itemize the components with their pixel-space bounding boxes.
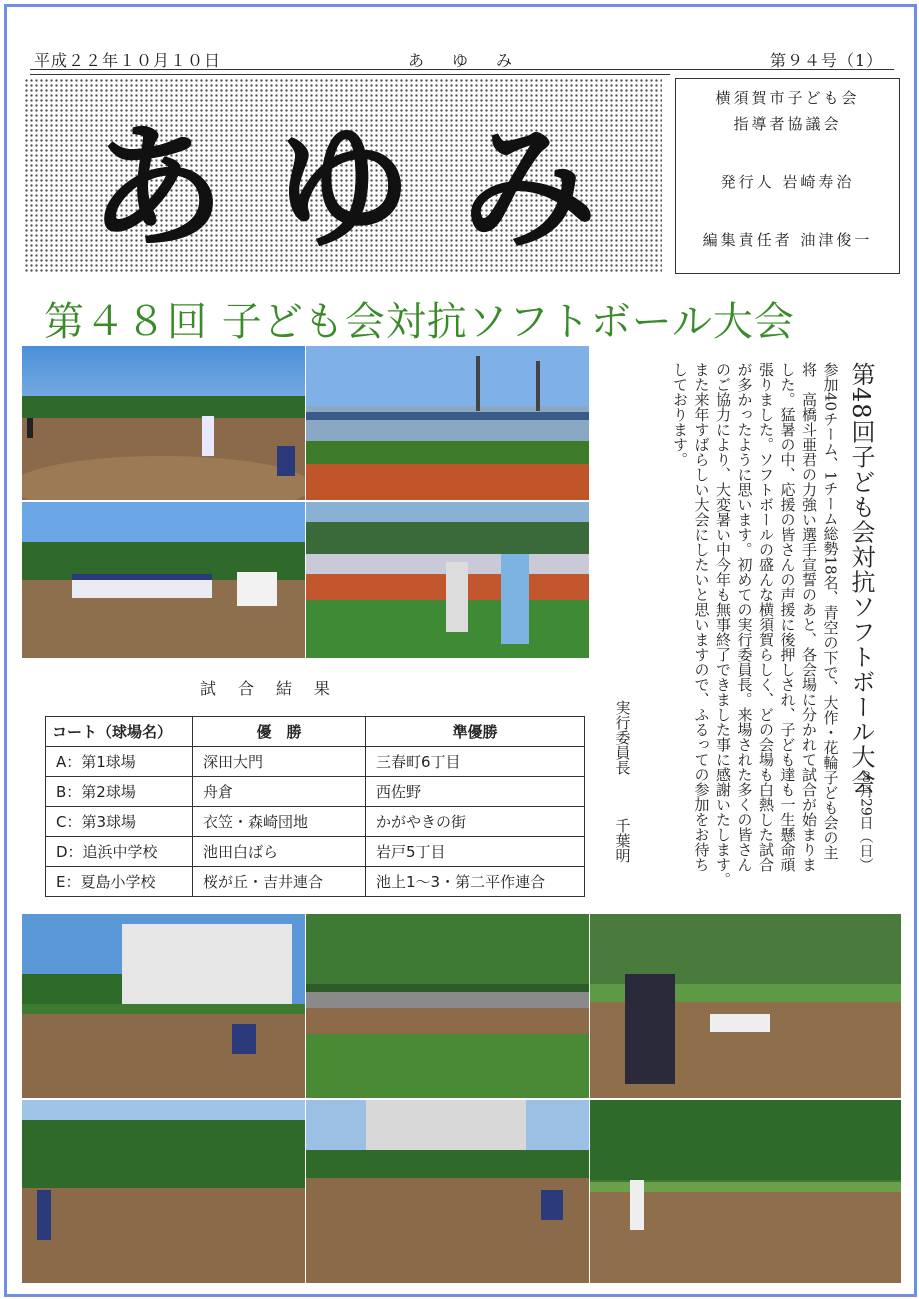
court-cell: E：夏島小学校 — [46, 867, 193, 897]
signature-role: 実行委員長 — [613, 700, 632, 775]
col-winner: 優 勝 — [193, 717, 366, 747]
paper-name: あ ゆ み — [408, 51, 519, 70]
article-body-line: 将 高橋斗亜君の力強い選手宣誓のあと、各会場に分かれて試合が始まりま — [800, 362, 818, 872]
header-rule — [30, 69, 894, 70]
signature-name: 千葉明 — [613, 818, 632, 863]
article-vertical-title: 第48回子ども会対抗ソフトボール大会 — [847, 362, 875, 795]
header-rule-2 — [30, 74, 670, 75]
masthead-char-yu: ゆ — [275, 108, 411, 268]
issue-date: 平成２２年１０月１０日 — [34, 51, 222, 70]
photo-stadium — [306, 346, 589, 500]
winner-cell: 桜が丘・吉井連合 — [193, 867, 366, 897]
masthead-title — [24, 78, 662, 274]
article-body-line: 参加40チーム、1チーム総勢18名、青空の下で、大作・花輪子ども会の主 — [821, 362, 840, 860]
photo-field-d — [306, 1100, 589, 1283]
winner-cell: 衣笠・森崎団地 — [193, 807, 366, 837]
winner-cell: 深田大門 — [193, 747, 366, 777]
runner-up-cell: 岩戸5丁目 — [366, 837, 585, 867]
court-cell: D：追浜中学校 — [46, 837, 193, 867]
photo-oath — [306, 502, 589, 658]
table-row — [46, 837, 585, 867]
article-body-line: また来年すばらしい大会にしたいと思いますので、ふるっての参加をお待ち — [692, 362, 711, 872]
photo-pitching — [22, 346, 305, 500]
org-line-2: 指導者協議会 — [733, 115, 842, 133]
winner-cell: 舟倉 — [193, 777, 366, 807]
results-table — [45, 716, 585, 897]
col-runner-up: 準優勝 — [366, 717, 585, 747]
photo-slide — [590, 914, 901, 1098]
results-header-row — [46, 717, 585, 747]
table-row — [46, 777, 585, 807]
runner-up-cell: かがやきの街 — [366, 807, 585, 837]
results-title: 試合結果 — [200, 679, 353, 698]
court-cell: C：第3球場 — [46, 807, 193, 837]
table-row — [46, 807, 585, 837]
editor-line: 編集責任者 油津俊一 — [702, 231, 873, 249]
publisher-box — [675, 78, 900, 274]
table-row — [46, 747, 585, 777]
court-cell: B：第2球場 — [46, 777, 193, 807]
article-headline: 第４８回 子ども会対抗ソフトボール大会 — [44, 299, 795, 345]
runner-up-cell: 西佐野 — [366, 777, 585, 807]
court-cell: A：第1球場 — [46, 747, 193, 777]
runner-up-cell: 池上1〜3・第二平作連合 — [366, 867, 585, 897]
masthead — [24, 78, 662, 274]
issue-number: 第９４号（1） — [770, 51, 884, 70]
col-court: コート（球場名） — [46, 717, 193, 747]
org-line-1: 横須賀市子ども会 — [715, 89, 860, 107]
masthead-char-a: あ — [89, 108, 225, 268]
table-row — [46, 867, 585, 897]
photo-field-b — [306, 914, 589, 1098]
article-body-line: のご協力により、大変暑い中今年も無事終了できました事に感謝いたします。 — [714, 362, 732, 887]
article-body-line: した。猛暑の中、応援の皆さんの声援に後押しされ、子ども達も一生懸命頑 — [778, 362, 797, 872]
article-body-line: が多かったように思います。初めての実行委員長。来場された多くの皆さん — [735, 362, 754, 872]
article-body-line: しております。 — [671, 362, 689, 467]
article-body-line: 張りました。ソフトボールの盛んな横須賀らしく、どの会場も白熱した試合 — [757, 362, 775, 872]
photo-field-c — [22, 1100, 305, 1283]
photo-field-a — [22, 914, 305, 1098]
masthead-char-mi: み — [461, 108, 597, 268]
winner-cell: 池田白ばら — [193, 837, 366, 867]
photo-field-e — [590, 1100, 901, 1283]
runner-up-cell: 三春町6丁目 — [366, 747, 585, 777]
photo-lineup — [22, 502, 305, 658]
article-vertical-date: ８月29日（日） — [857, 770, 874, 872]
issuer-line: 発行人 岩崎寿治 — [720, 173, 855, 191]
